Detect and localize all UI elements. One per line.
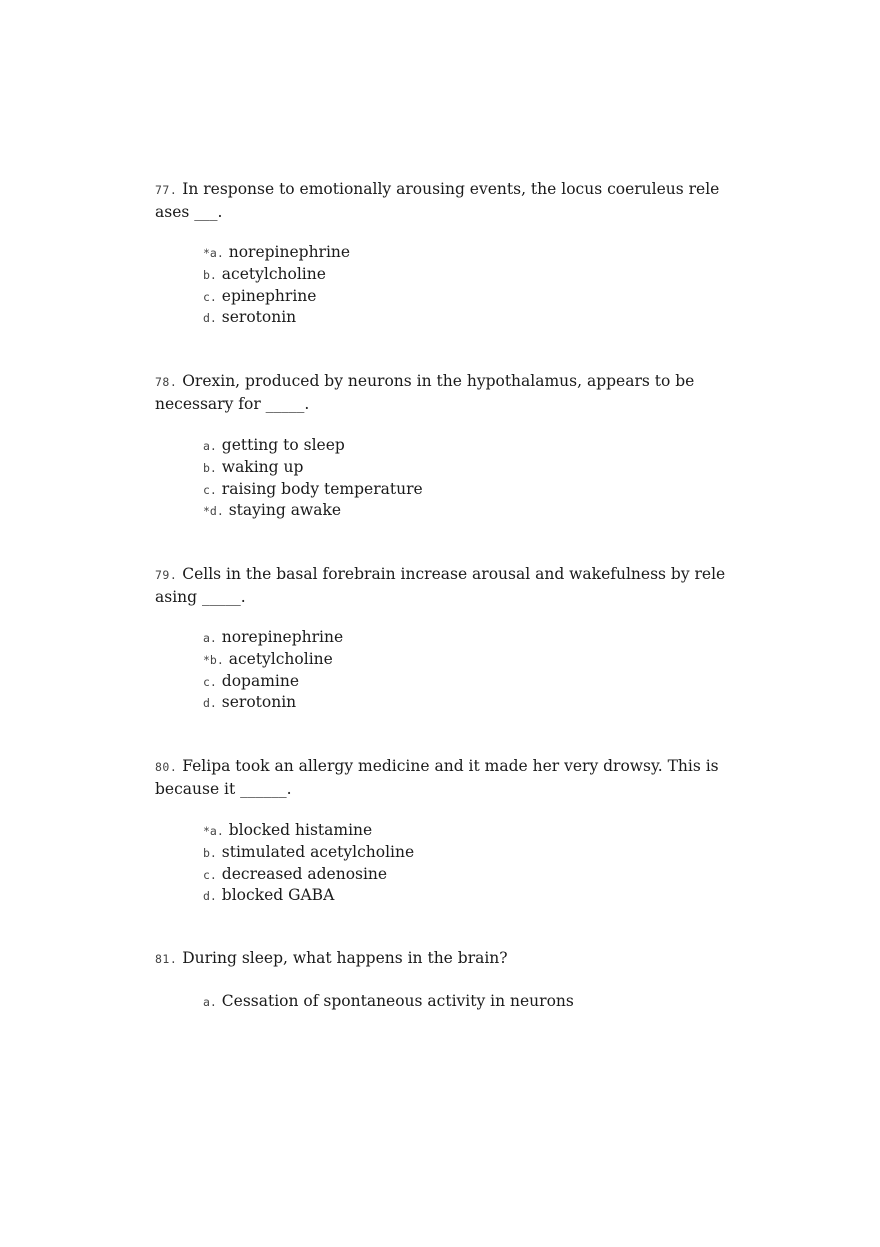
option-letter: c. xyxy=(203,867,217,882)
question-text: During sleep, what happens in the brain? xyxy=(177,949,508,967)
option-c xyxy=(203,671,343,693)
option-letter: c. xyxy=(203,482,217,497)
option-letter: b. xyxy=(203,267,217,282)
option-letter: d. xyxy=(203,889,217,904)
option-letter: *a. xyxy=(203,824,224,838)
question-text: Orexin, produced by neurons in the hypothalamus, appears to be necessary for _____. xyxy=(155,372,695,413)
option-text: epinephrine xyxy=(221,286,317,305)
question-77 xyxy=(155,178,727,327)
option-letter: b. xyxy=(203,460,217,475)
option-d xyxy=(203,307,350,329)
option-a xyxy=(203,627,343,649)
option-c xyxy=(203,286,350,308)
option-c xyxy=(203,864,414,886)
option-text: norepinephrine xyxy=(221,628,344,646)
question-78 xyxy=(155,370,727,520)
option-text: raising body temperature xyxy=(221,479,423,498)
option-a xyxy=(203,991,574,1013)
option-text: decreased adenosine xyxy=(221,864,388,883)
question-stem xyxy=(155,178,727,223)
option-letter: b. xyxy=(203,845,217,860)
question-number: 80. xyxy=(155,760,178,774)
option-b xyxy=(203,842,414,864)
option-text: serotonin xyxy=(221,693,297,712)
answer-options xyxy=(203,627,343,714)
option-letter: *b. xyxy=(203,652,224,667)
option-letter: c. xyxy=(203,674,217,689)
option-letter: d. xyxy=(203,311,217,326)
option-letter: c. xyxy=(203,289,217,304)
option-c xyxy=(203,479,423,501)
question-text: Felipa took an allergy medicine and it made her very drowsy. This is because it ______. xyxy=(155,757,719,798)
option-text: Cessation of spontaneous activity in neurons xyxy=(221,992,574,1010)
answer-options xyxy=(203,242,350,329)
option-b xyxy=(203,649,343,671)
option-letter: *d. xyxy=(203,504,224,519)
option-text: getting to sleep xyxy=(221,436,345,454)
question-79 xyxy=(155,563,727,712)
question-81 xyxy=(155,947,727,1010)
option-letter: d. xyxy=(203,696,217,711)
question-text: In response to emotionally arousing events, the locus coeruleus releases ___. xyxy=(155,180,720,221)
option-d xyxy=(203,500,423,522)
option-text: blocked histamine xyxy=(228,821,373,839)
question-stem xyxy=(155,947,727,970)
option-a xyxy=(203,820,414,842)
answer-options xyxy=(203,435,423,522)
option-text: stimulated acetylcholine xyxy=(221,842,415,861)
option-letter: *a. xyxy=(203,246,224,260)
question-number: 81. xyxy=(155,952,178,966)
option-d xyxy=(203,885,414,907)
question-text: Cells in the basal forebrain increase arousal and wakefulness by releasing _____. xyxy=(155,565,726,606)
option-text: blocked GABA xyxy=(221,886,335,905)
option-b xyxy=(203,264,350,286)
question-stem xyxy=(155,755,727,800)
option-text: waking up xyxy=(221,457,304,476)
option-d xyxy=(203,692,343,714)
option-a xyxy=(203,435,423,457)
answer-options xyxy=(203,991,574,1013)
option-letter: a. xyxy=(203,995,217,1009)
option-b xyxy=(203,457,423,479)
option-letter: a. xyxy=(203,631,217,645)
option-text: norepinephrine xyxy=(228,243,351,261)
question-number: 77. xyxy=(155,183,178,197)
question-number: 78. xyxy=(155,375,178,389)
option-text: serotonin xyxy=(221,308,297,327)
option-text: acetylcholine xyxy=(221,264,326,283)
option-a xyxy=(203,242,350,264)
option-letter: a. xyxy=(203,439,217,453)
question-80 xyxy=(155,755,727,905)
question-stem xyxy=(155,370,727,415)
question-number: 79. xyxy=(155,568,178,582)
option-text: staying awake xyxy=(228,501,342,520)
question-stem xyxy=(155,563,727,608)
option-text: dopamine xyxy=(221,671,300,690)
answer-options xyxy=(203,820,414,907)
option-text: acetylcholine xyxy=(228,649,333,668)
